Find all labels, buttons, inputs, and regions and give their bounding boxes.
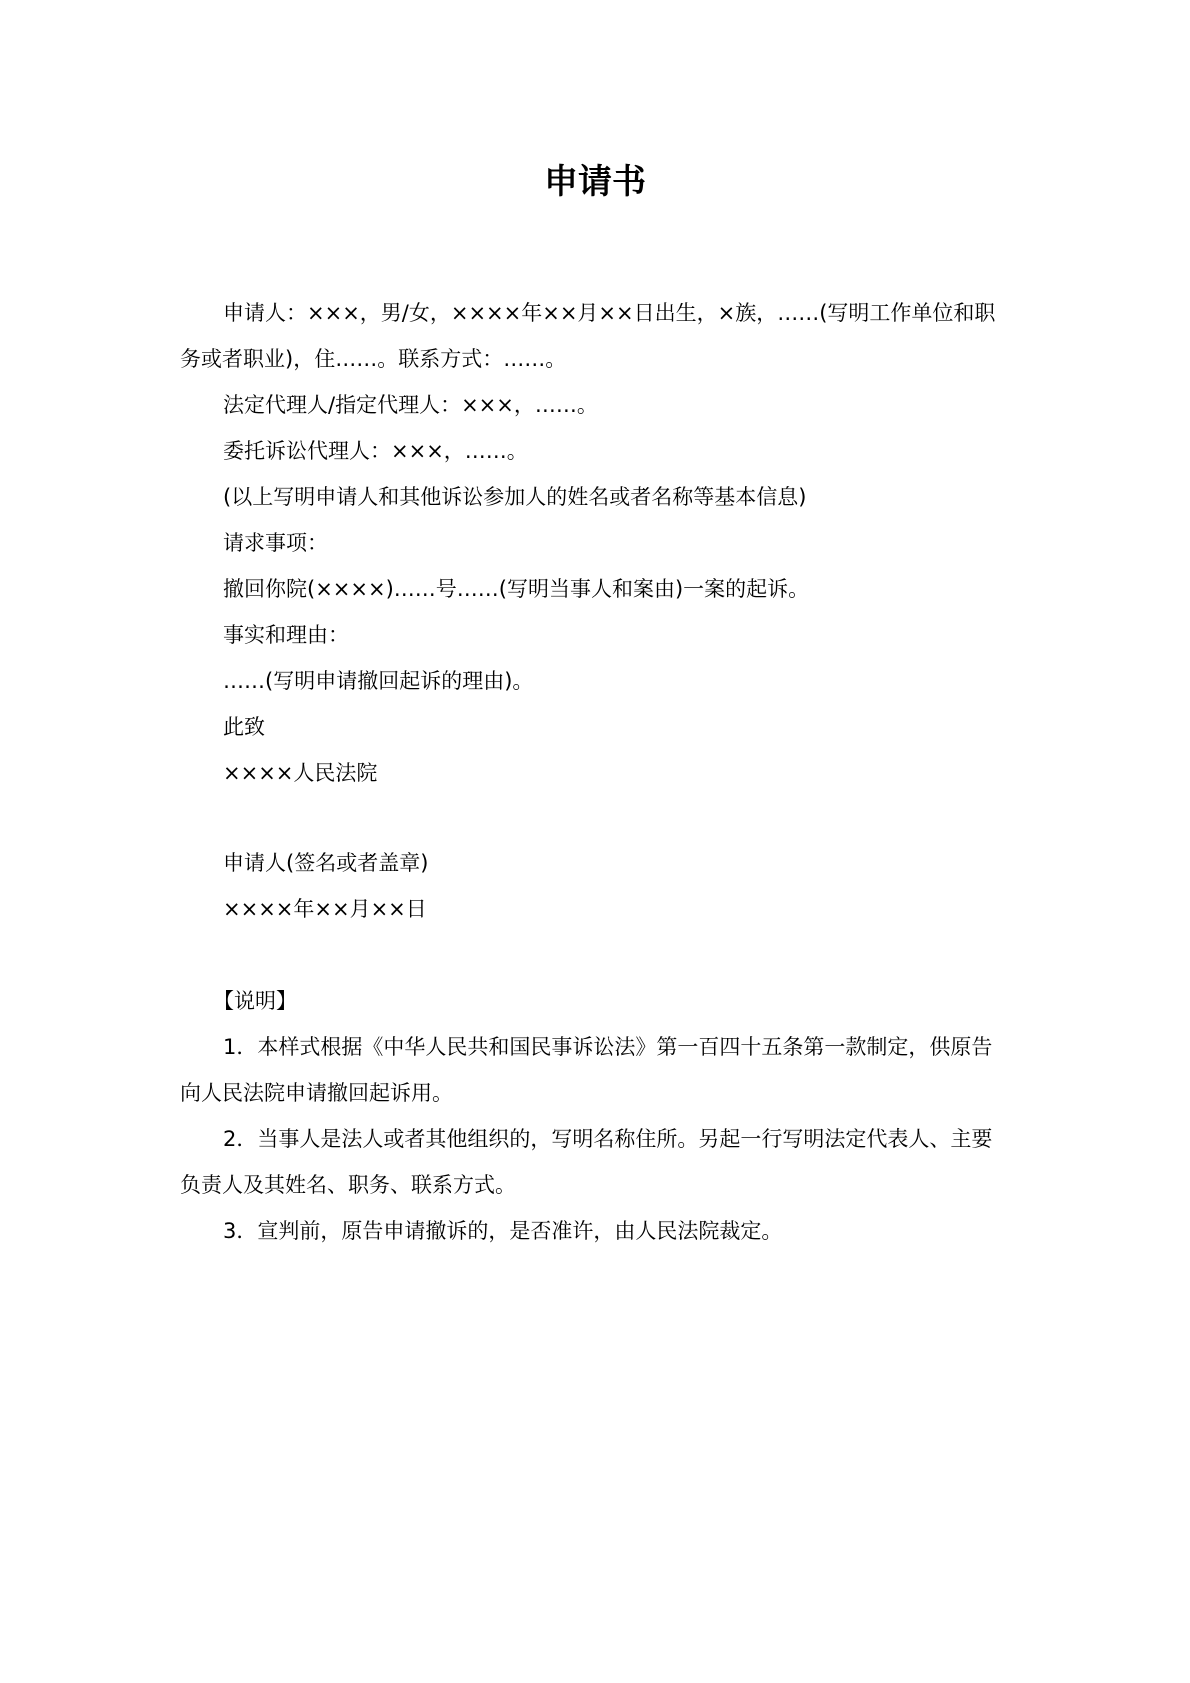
signature-line: 申请人(签名或者盖章) <box>223 851 429 875</box>
spacer <box>180 932 1010 978</box>
court-name: ××××人民法院 <box>223 761 378 785</box>
document-body <box>180 290 1010 1254</box>
facts-heading: 事实和理由： <box>223 623 349 647</box>
spacer <box>180 796 1010 840</box>
legal-agent-paragraph: 法定代理人/指定代理人：×××，……。 <box>223 393 598 417</box>
date-line: ××××年××月××日 <box>223 897 427 921</box>
note-item-1: 1．本样式根据《中华人民共和国民事诉讼法》第一百四十五条第一款制定，供原告向人民法院申请撤回起诉用。 <box>180 1035 993 1105</box>
note-item-3: 3．宣判前，原告申请撤诉的，是否准许，由人民法院裁定。 <box>223 1219 783 1243</box>
salutation: 此致 <box>223 715 265 739</box>
document-title: 申请书 <box>544 162 646 202</box>
notes-heading: 【说明】 <box>213 989 297 1013</box>
applicant-paragraph: 申请人：×××，男/女，××××年××月××日出生，×族，……(写明工作单位和职务或者职业)，住……。联系方式：……。 <box>180 301 996 371</box>
info-note-paragraph: (以上写明申请人和其他诉讼参加人的姓名或者名称等基本信息) <box>223 485 807 509</box>
facts-content: ……(写明申请撤回起诉的理由)。 <box>223 669 534 693</box>
request-content: 撤回你院(××××)……号……(写明当事人和案由)一案的起诉。 <box>223 577 810 601</box>
request-heading: 请求事项： <box>223 531 328 555</box>
note-item-2: 2．当事人是法人或者其他组织的，写明名称住所。另起一行写明法定代表人、主要负责人及其姓名、职务、联系方式。 <box>180 1127 993 1197</box>
entrusted-agent-paragraph: 委托诉讼代理人：×××，……。 <box>223 439 528 463</box>
